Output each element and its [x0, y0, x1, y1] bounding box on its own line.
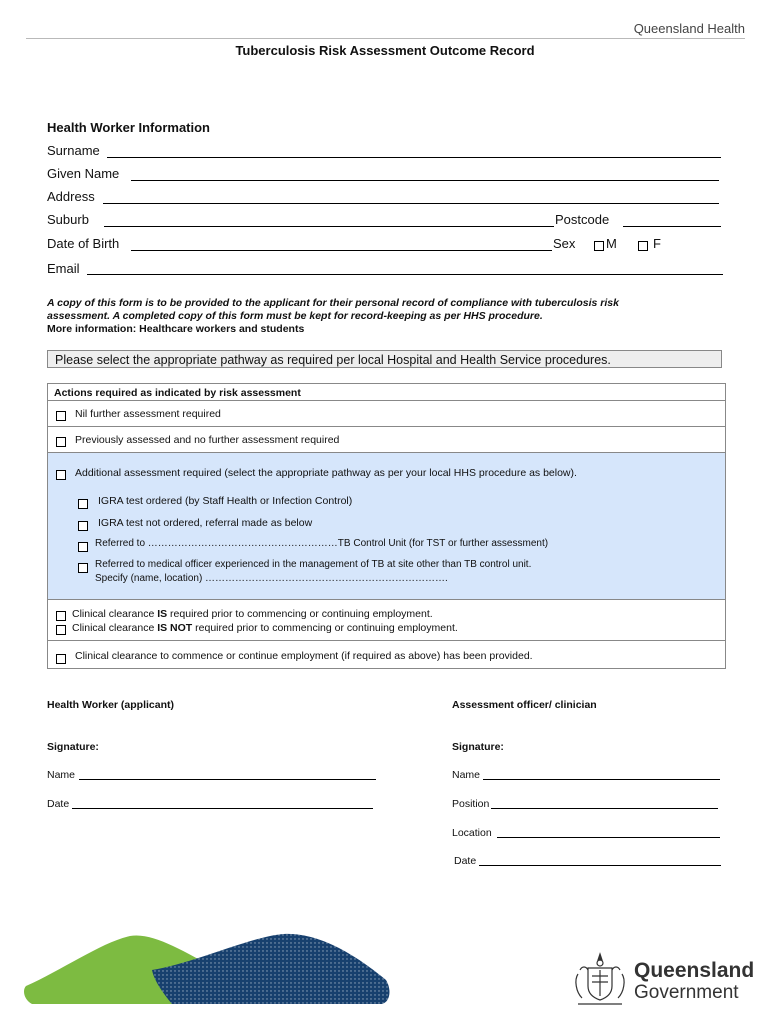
clearance-is-not-label: Clinical clearance IS NOT required prior to commencing or continuing employment. [72, 622, 458, 634]
ao-position-label: Position [452, 798, 490, 810]
postcode-field[interactable] [623, 226, 721, 227]
notice-line-1: A copy of this form is to be provided to the applicant for their personal record of compliance with tuberculosis risk [47, 297, 619, 309]
given-name-field[interactable] [131, 180, 719, 181]
igra-ordered-checkbox[interactable] [78, 496, 88, 514]
suburb-field[interactable] [104, 226, 554, 227]
igra-not-label: IGRA test not ordered, referral made as below [98, 517, 313, 529]
hw-name-label: Name [47, 769, 76, 781]
ao-name-label: Name [452, 769, 481, 781]
referred-medical-checkbox[interactable] [78, 560, 88, 578]
hw-name-field[interactable] [79, 779, 376, 780]
queensland-health-header: Queensland Health [633, 21, 745, 36]
assessment-officer-title: Assessment officer/ clinician [452, 699, 597, 711]
surname-label: Surname [47, 143, 100, 158]
notice-line-2: assessment. A completed copy of this form must be kept for record-keeping as per HHS procedure. [47, 310, 543, 322]
ao-position-field[interactable] [491, 808, 718, 809]
referred-checkbox[interactable] [78, 539, 88, 557]
nil-label: Nil further assessment required [75, 408, 221, 420]
address-field[interactable] [103, 203, 719, 204]
gov-logo-line1: Queensland [634, 959, 755, 982]
gov-logo-line2: Government [634, 982, 739, 1003]
additional-label: Additional assessment required (select the appropriate pathway as per your local HHS procedure as below). [75, 467, 577, 479]
hw-date-field[interactable] [72, 808, 373, 809]
clearance-provided-label: Clinical clearance to commence or continue employment (if required as above) has been provided. [75, 650, 533, 662]
header-divider [26, 38, 745, 39]
ao-location-label: Location [452, 827, 492, 839]
surname-field[interactable] [107, 157, 721, 158]
ao-location-field[interactable] [497, 837, 720, 838]
sex-f-label: F [653, 236, 661, 251]
referred-label: Referred to …………………………………………………TB Control Unit (for TST or further assessment) [95, 538, 549, 549]
row-divider [48, 599, 725, 600]
sex-label: Sex [553, 236, 576, 251]
sex-m-checkbox[interactable] [594, 238, 604, 256]
ao-date-label: Date [454, 855, 477, 867]
decorative-mountains [22, 930, 394, 1006]
clearance-provided-checkbox[interactable] [56, 651, 66, 669]
clearance-is-label: Clinical clearance IS required prior to commencing or continuing employment. [72, 608, 433, 620]
address-label: Address [47, 189, 95, 204]
clearance-is-not-checkbox[interactable] [56, 622, 66, 640]
email-field[interactable] [87, 274, 723, 275]
igra-not-checkbox[interactable] [78, 518, 88, 536]
notice-text [47, 297, 727, 336]
row-divider [48, 640, 725, 641]
row-divider [48, 452, 725, 453]
igra-ordered-label: IGRA test ordered (by Staff Health or Infection Control) [98, 495, 353, 507]
row-divider [48, 400, 725, 401]
actions-header: Actions required as indicated by risk assessment [54, 387, 301, 399]
referred-medical-label: Referred to medical officer experienced in the management of TB at site other than TB control unit. [95, 559, 532, 570]
hw-date-label: Date [47, 798, 70, 810]
dob-field[interactable] [131, 250, 552, 251]
referred-medical-specify: Specify (name, location) ………………………………………………………………. [95, 573, 448, 584]
dob-label: Date of Birth [47, 236, 120, 251]
queensland-coat-of-arms-icon [570, 950, 630, 1010]
previously-label: Previously assessed and no further assessment required [75, 434, 340, 446]
additional-checkbox[interactable] [56, 467, 66, 485]
hw-signature-label: Signature: [47, 741, 99, 753]
previously-checkbox[interactable] [56, 434, 66, 452]
notice-more-info: More information: Healthcare workers and students [47, 323, 305, 335]
row-divider [48, 426, 725, 427]
ao-date-field[interactable] [479, 865, 721, 866]
ao-signature-label: Signature: [452, 741, 504, 753]
email-label: Email [47, 261, 80, 276]
actions-table [47, 383, 726, 669]
ao-name-field[interactable] [483, 779, 720, 780]
mountain-texture [152, 934, 389, 1004]
section-title-health-worker: Health Worker Information [47, 120, 211, 135]
postcode-label: Postcode [555, 212, 610, 227]
sex-f-checkbox[interactable] [638, 238, 648, 256]
nil-checkbox[interactable] [56, 408, 66, 426]
page-title: Tuberculosis Risk Assessment Outcome Record [235, 43, 535, 58]
sex-m-label: M [606, 236, 617, 251]
suburb-label: Suburb [47, 212, 89, 227]
pathway-instruction: Please select the appropriate pathway as required per local Hospital and Health Service procedures. [47, 350, 722, 368]
health-worker-title: Health Worker (applicant) [47, 699, 174, 711]
given-name-label: Given Name [47, 166, 120, 181]
